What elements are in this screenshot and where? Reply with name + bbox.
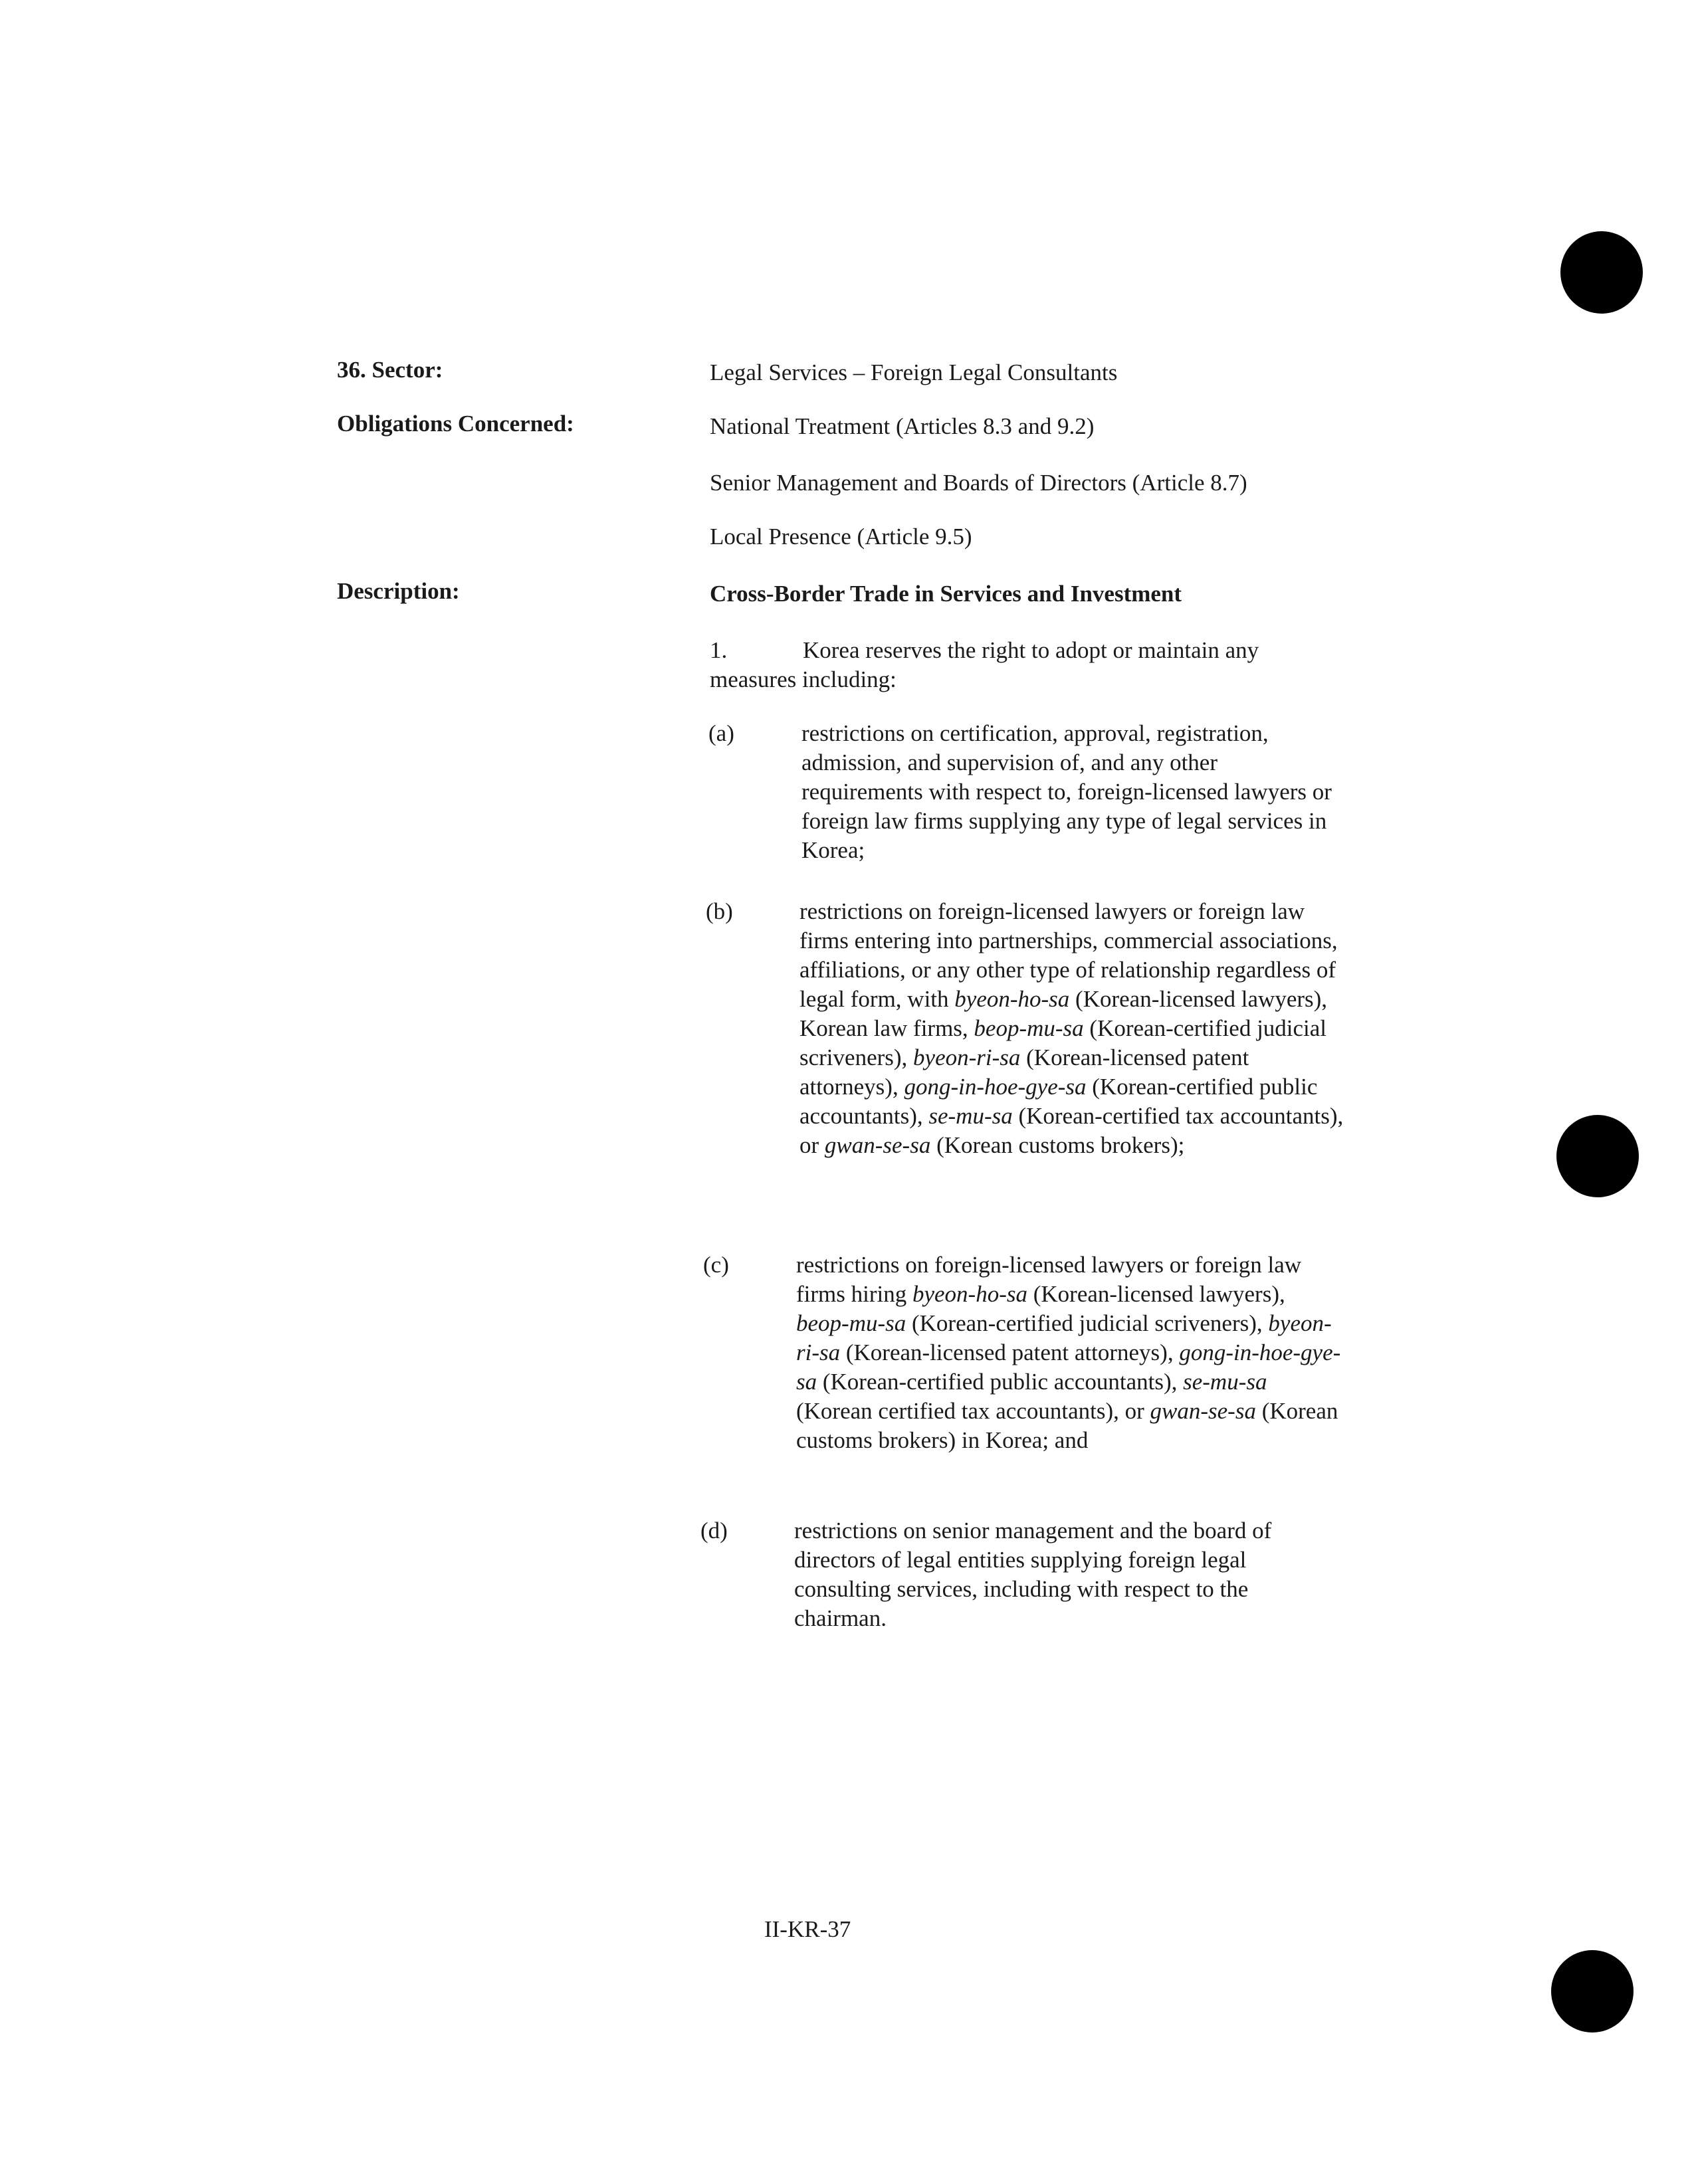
item-c-text: restrictions on foreign-licensed lawyers or foreign law firms hiring byeon-ho-sa (Korean-licensed lawyers), beop-mu-sa (Korean-certified judicial scriveners), byeon-ri-sa (Korean-licensed patent attorneys), gong-in-hoe-gye-sa (Korean-certified public accountants), se-mu-sa (Korean certified tax accountants), or gwan-se-sa (Korean customs brokers) in Korea; and	[796, 1252, 1341, 1453]
obligation-local-presence: Local Presence (Article 9.5)	[710, 524, 972, 549]
punch-hole-top	[1560, 231, 1643, 314]
paragraph-1	[710, 636, 1348, 694]
paragraph-text: Korea reserves the right to adopt or maintain any measures including:	[710, 637, 1259, 692]
item-b-marker: (b)	[706, 898, 733, 924]
item-a-marker: (a)	[708, 720, 734, 746]
item-d-text: restrictions on senior management and the board of directors of legal entities supplying foreign legal consulting services, including with respect to the chairman.	[794, 1518, 1272, 1631]
sector-value: Legal Services – Foreign Legal Consultants	[710, 359, 1118, 385]
obligations-label: Obligations Concerned:	[337, 411, 574, 437]
description-heading: Cross-Border Trade in Services and Investment	[710, 581, 1182, 607]
obligation-senior-management: Senior Management and Boards of Directors (Article 8.7)	[710, 470, 1247, 496]
item-a-text: restrictions on certification, approval, registration, admission, and supervision of, and any other requirements with respect to, foreign-licensed lawyers or foreign law firms supplying any type of legal services in Korea;	[801, 720, 1332, 863]
item-b-text: restrictions on foreign-licensed lawyers or foreign law firms entering into partnerships, commercial associations, affiliations, or any other type of relationship regardless of legal form, with byeon-ho-sa (Korean-licensed lawyers), Korean law firms, beop-mu-sa (Korean-certified judicial scriveners), byeon-ri-sa (Korean-licensed patent attorneys), gong-in-hoe-gye-sa (Korean-certified public accountants), se-mu-sa (Korean-certified tax accountants), or gwan-se-sa (Korean customs brokers);	[799, 898, 1344, 1158]
punch-hole-middle	[1556, 1115, 1639, 1197]
item-d-marker: (d)	[700, 1518, 728, 1543]
sector-label: 36. Sector:	[337, 357, 443, 383]
punch-hole-bottom	[1551, 1950, 1634, 2033]
obligation-national-treatment: National Treatment (Articles 8.3 and 9.2)	[710, 413, 1095, 439]
description-label: Description:	[337, 578, 460, 604]
item-c-marker: (c)	[703, 1252, 729, 1278]
paragraph-number: 1.	[710, 637, 728, 663]
page-number: II-KR-37	[764, 1916, 851, 1942]
